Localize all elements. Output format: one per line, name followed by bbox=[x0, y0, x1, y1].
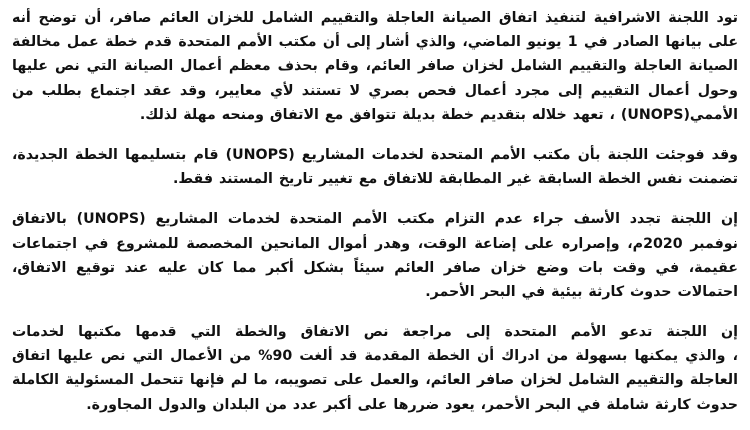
text-line: الأممي(UNOPS) ، تعهد خلاله بتقديم خطة بديلة تتوافق مع الاتفاق ومنحه مهلة لذلك. bbox=[139, 106, 738, 123]
paragraph-call-to-un bbox=[12, 320, 738, 417]
text-line: تضمنت نفس الخطة السابقة غير المطابقة للاتفاق مع تغيير تاريخ المستند فقط. bbox=[172, 171, 738, 188]
paragraph-committee-statement bbox=[12, 6, 738, 127]
text-line: على بيانها الصادر في 1 يونيو الماضي، والذي أشار إلى أن مكتب الأمم المتحدة قدم خطة عمل مخالفة bbox=[12, 34, 738, 51]
text-line: عقيمة، في وقت بات وضع خزان صافر العائم سيئاً بشكل أكبر مما كان عليه عند توقيع الاتفاق، bbox=[12, 259, 738, 276]
paragraph-new-plan bbox=[12, 143, 738, 191]
text-line: وقد فوجئت اللجنة بأن مكتب الأمم المتحدة لخدمات المشاريع (UNOPS) قام بتسليمها الخطة الجديدة، bbox=[12, 146, 738, 163]
text-line: ، والذي يمكنها بسهولة من ادراك أن الخطة المقدمة قد ألغت 90% من الأعمال التي نص عليها اتفاق bbox=[12, 348, 738, 365]
text-line: إن اللجنة تدعو الأمم المتحدة إلى مراجعة نص الاتفاق والخطة التي قدمها مكتبها لخدمات bbox=[12, 324, 738, 341]
text-line: احتمالات حدوث كارثة بيئية في البحر الأحمر. bbox=[425, 283, 738, 300]
text-line: تود اللجنة الاشرافية لتنفيذ اتفاق الصيانة العاجلة والتقييم الشامل للخزان العائم صافر، أن توضح أنه bbox=[12, 10, 738, 26]
text-line: الصيانة العاجلة والتقييم الشامل لخزان صافر العائم، وقام بحذف معظم أعمال الصيانة التي نص عليها bbox=[12, 58, 738, 75]
text-line: إن اللجنة تجدد الأسف جراء عدم التزام مكتب الأمم المتحدة لخدمات المشاريع (UNOPS) بالاتفاق bbox=[12, 211, 738, 228]
text-line: وحول أعمال التقييم إلى مجرد أعمال فحص بصري لا تستند لأي معايير، وقد عقد اجتماع بطلب من bbox=[12, 82, 738, 99]
text-line: حدوث كارثة شاملة في البحر الأحمر، يعود ضررها على أكبر عدد من البلدان والدول المجاورة. bbox=[86, 396, 738, 413]
paragraph-regret bbox=[12, 207, 738, 304]
text-line: نوفمبر 2020م، وإصراره على إضاعة الوقت، وهدر أموال المانحين المخصصة للمشروع في اجتماعات bbox=[12, 235, 738, 252]
text-line: العاجلة والتقييم الشامل لخزان صافر العائم، والعمل على تصويبه، ما لم فإنها تتحمل المسئولية الكاملة bbox=[12, 372, 738, 389]
